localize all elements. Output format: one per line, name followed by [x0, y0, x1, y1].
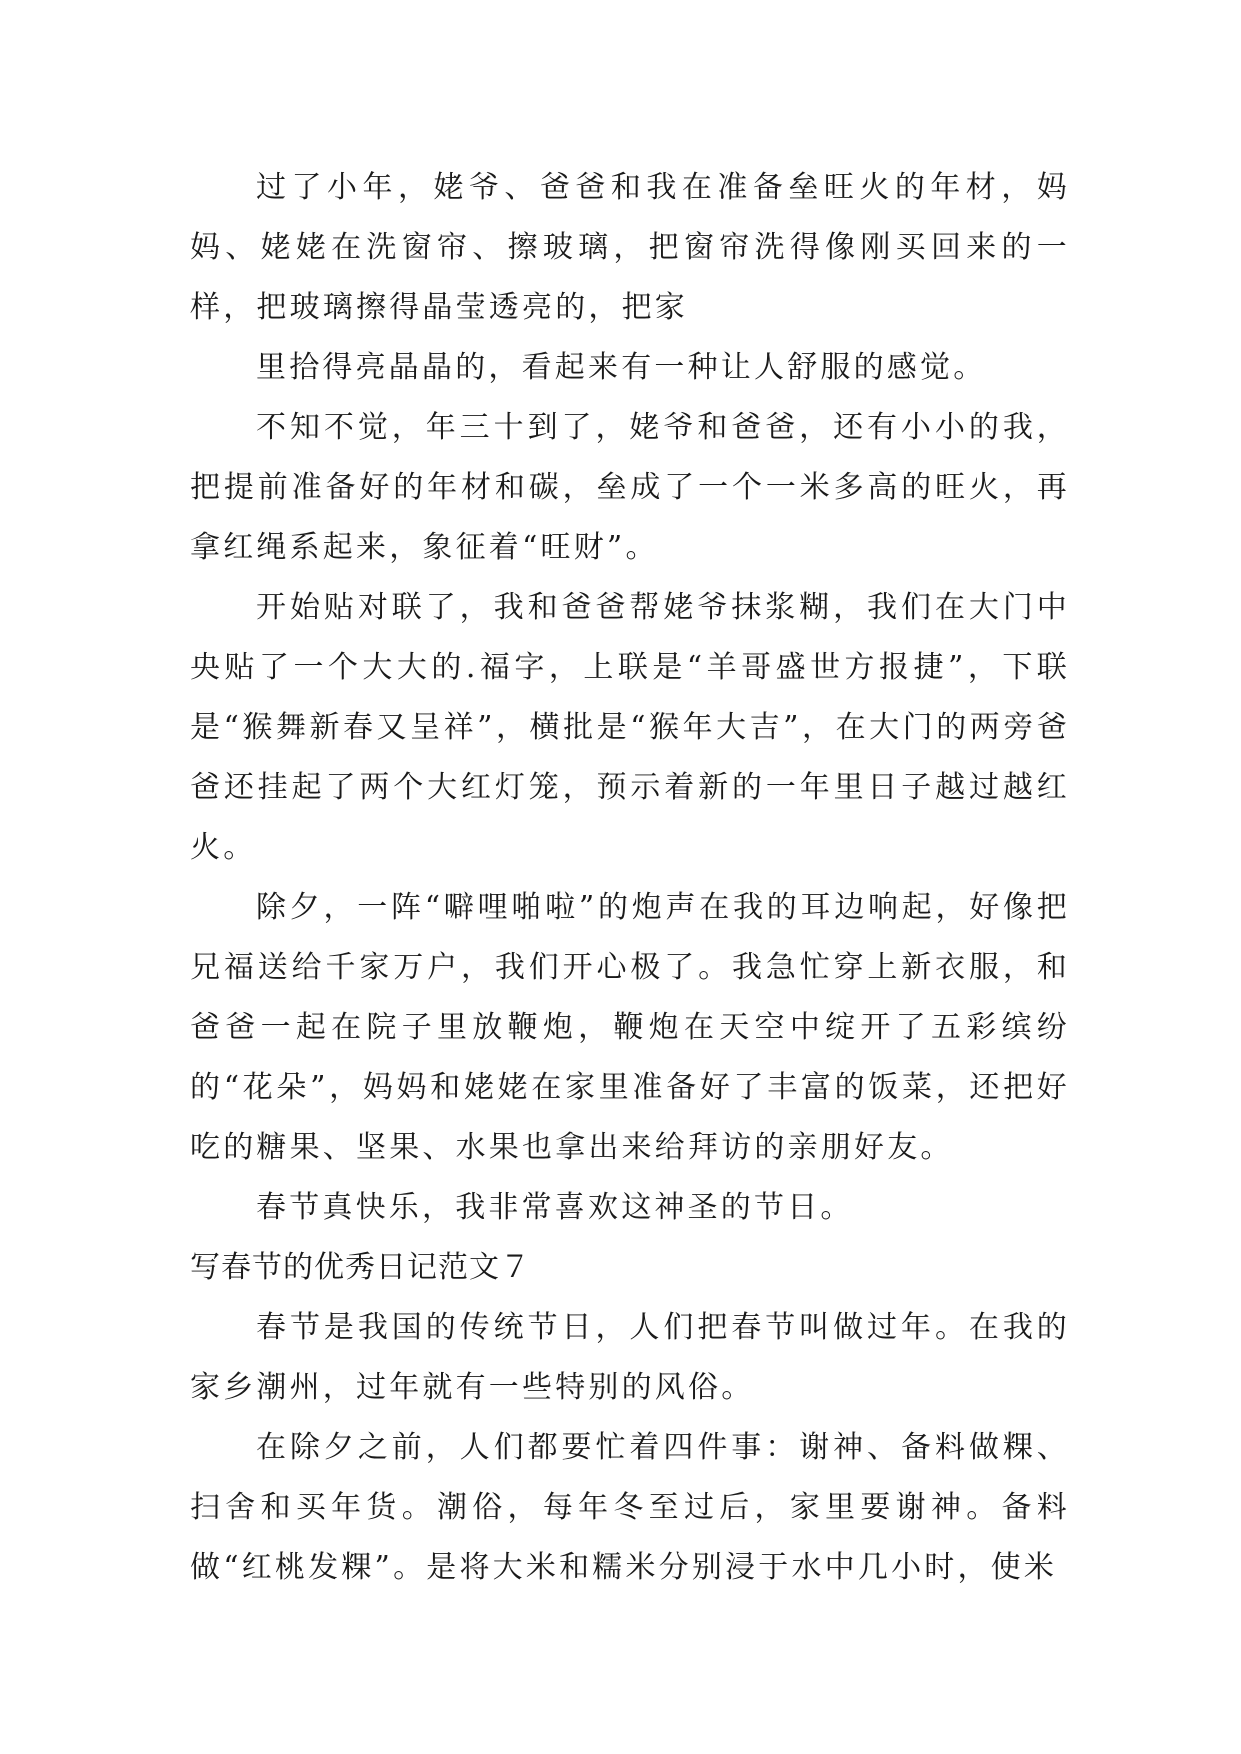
- paragraph: 过了小年，姥爷、爸爸和我在准备垒旺火的年材，妈妈、姥姥在洗窗帘、擦玻璃，把窗帘洗得像刚买回来的一样，把玻璃擦得晶莹透亮的，把家: [190, 170, 1070, 325]
- paragraph: 春节真快乐，我非常喜欢这神圣的节日。: [256, 1190, 854, 1225]
- paragraph: 开始贴对联了，我和爸爸帮姥爷抹浆糊，我们在大门中央贴了一个大大的.福字，上联是“羊哥盛世方报捷”，下联是“猴舞新春又呈祥”，横批是“猴年大吉”，在大门的两旁爸爸还挂起了两个大红灯笼，预示着新的一年里日子越过越红火。: [190, 590, 1070, 865]
- paragraph: 在除夕之前，人们都要忙着四件事：谢神、备料做粿、扫舍和买年货。潮俗，每年冬至过后，家里要谢神。备料做“红桃发粿”。是将大米和糯米分别浸于水中几小时，使米: [190, 1430, 1070, 1585]
- paragraph: 不知不觉，年三十到了，姥爷和爸爸，还有小小的我，把提前准备好的年材和碳，垒成了一个一米多高的旺火，再拿红绳系起来，象征着“旺财”。: [190, 410, 1070, 565]
- paragraph: 春节是我国的传统节日，人们把春节叫做过年。在我的家乡潮州，过年就有一些特别的风俗。: [190, 1310, 1070, 1405]
- paragraph: 里拾得亮晶晶的，看起来有一种让人舒服的感觉。: [256, 350, 987, 385]
- section-heading: 写春节的优秀日记范文７: [190, 1250, 531, 1285]
- paragraph: 除夕，一阵“噼哩啪啦”的炮声在我的耳边响起，好像把兄福送给千家万户，我们开心极了。我急忙穿上新衣服，和爸爸一起在院子里放鞭炮，鞭炮在天空中绽开了五彩缤纷的“花朵”，妈妈和姥姥在家里准备好了丰富的饭菜，还把好吃的糖果、坚果、水果也拿出来给拜访的亲朋好友。: [190, 890, 1070, 1165]
- document-body: [190, 158, 1070, 1598]
